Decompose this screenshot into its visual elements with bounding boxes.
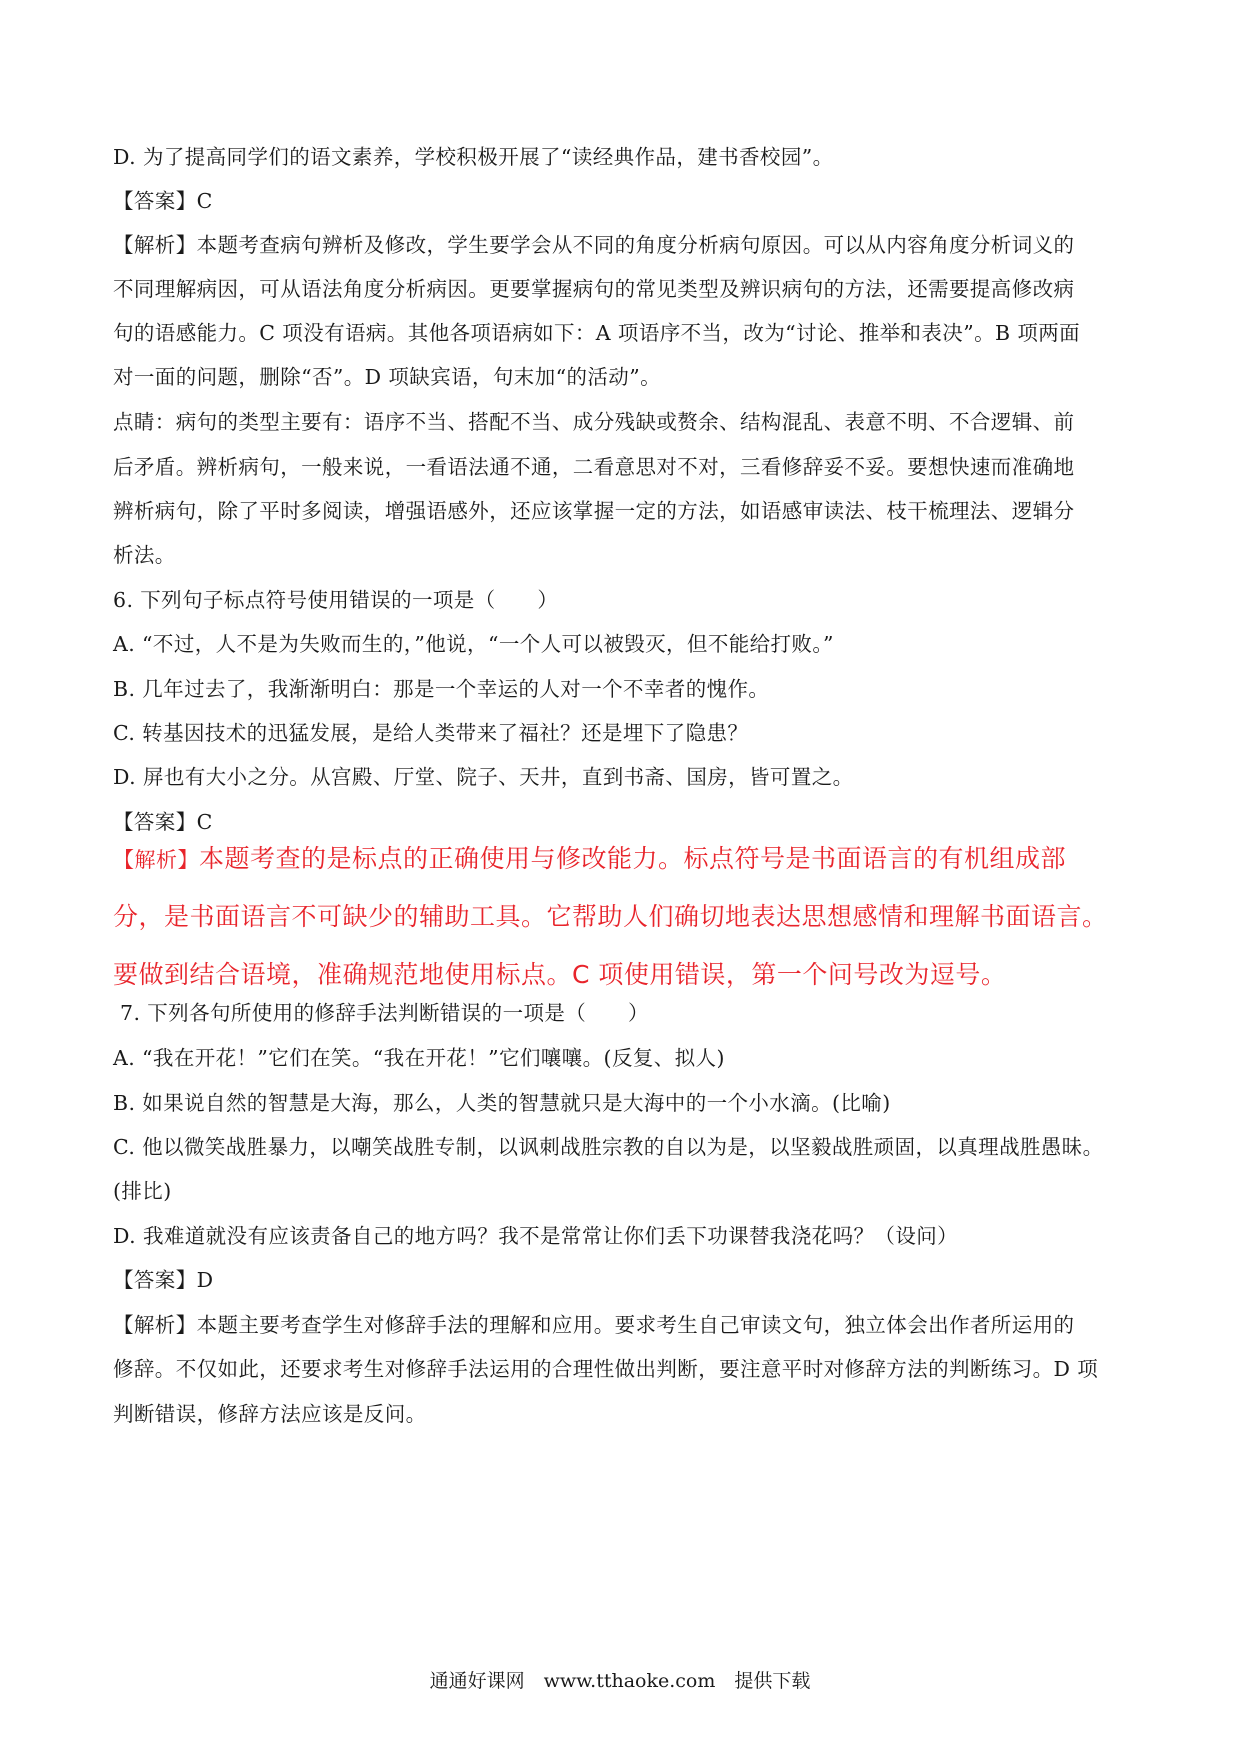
q5-tips-line-1: 点睛：病句的类型主要有：语序不当、搭配不当、成分残缺或赘余、结构混乱、表意不明、不合逻辑、前: [113, 410, 1075, 434]
q6-question: 6. 下列句子标点符号使用错误的一项是（ ）: [113, 588, 559, 612]
q5-analysis-line-3: 句的语感能力。C 项没有语病。其他各项语病如下：A 项语序不当，改为“讨论、推举和表决”。B 项两面: [113, 321, 1081, 345]
q7-analysis-line-3: 判断错误，修辞方法应该是反问。: [113, 1402, 427, 1426]
q6-analysis-line-2: 分，是书面语言不可缺少的辅助工具。它帮助人们确切地表达思想感情和理解书面语言。: [113, 902, 1108, 931]
q6-option-c: C. 转基因技术的迅猛发展，是给人类带来了福社？还是埋下了隐患？: [113, 721, 749, 745]
q7-option-c: C. 他以微笑战胜暴力，以嘲笑战胜专制，以讽刺战胜宗教的自以为是，以坚毅战胜顽固，以真理战胜愚昧。: [113, 1135, 1104, 1159]
q6-option-a: A. “不过，人不是为失败而生的，”他说，“一个人可以被毁灭，但不能给打败。”: [113, 632, 834, 656]
q5-option-d: D. 为了提高同学们的语文素养，学校积极开展了“读经典作品，建书香校园”。: [113, 145, 834, 169]
q5-tips-line-3: 辨析病句，除了平时多阅读，增强语感外，还应该掌握一定的方法，如语感审读法、枝干梳理法、逻辑分: [113, 499, 1075, 523]
q7-option-d: D. 我难道就没有应该责备自己的地方吗？我不是常常让你们丢下功课替我浇花吗？（设问）: [113, 1224, 959, 1248]
q5-tips-line-2: 后矛盾。辨析病句，一般来说，一看语法通不通，二看意思对不对，三看修辞妥不妥。要想快速而准确地: [113, 455, 1075, 479]
q6-analysis-line-1: [113, 842, 1066, 877]
q5-analysis-line-2: 不同理解病因，可从语法角度分析病因。更要掌握病句的常见类型及辨识病句的方法，还需要提高修改病: [113, 277, 1075, 301]
q7-question: 7. 下列各句所使用的修辞手法判断错误的一项是（ ）: [120, 1001, 649, 1025]
q7-option-b: B. 如果说自然的智慧是大海，那么，人类的智慧就只是大海中的一个小水滴。(比喻): [113, 1091, 891, 1115]
q6-analysis-line-3: 要做到结合语境，准确规范地使用标点。C 项使用错误，第一个问号改为逗号。: [113, 960, 1007, 989]
q7-option-c-cont: (排比): [113, 1179, 172, 1203]
q6-analysis-tag: 【解析】: [113, 848, 199, 872]
q5-answer: 【答案】C: [113, 189, 213, 213]
q6-option-b: B. 几年过去了，我渐渐明白：那是一个幸运的人对一个不幸者的愧作。: [113, 677, 770, 701]
q5-analysis-line-1: 【解析】本题考查病句辨析及修改，学生要学会从不同的角度分析病句原因。可以从内容角度分析词义的: [113, 233, 1075, 257]
q7-analysis-line-2: 修辞。不仅如此，还要求考生对修辞手法运用的合理性做出判断，要注意平时对修辞方法的判断练习。D 项: [113, 1357, 1099, 1381]
q6-analysis-text-1: 本题考查的是标点的正确使用与修改能力。标点符号是书面语言的有机组成部: [199, 844, 1067, 873]
q6-answer: 【答案】C: [113, 810, 213, 834]
q5-tips-line-4: 析法。: [113, 543, 176, 567]
q7-option-a: A. “我在开花！”它们在笑。“我在开花！”它们嚷嚷。(反复、拟人): [113, 1046, 725, 1070]
q6-option-d: D. 屏也有大小之分。从宫殿、厅堂、院子、天井，直到书斋、国房，皆可置之。: [113, 765, 854, 789]
q7-answer: 【答案】D: [113, 1268, 214, 1292]
q5-analysis-line-4: 对一面的问题，删除“否”。D 项缺宾语，句末加“的活动”。: [113, 365, 661, 389]
page-footer: 通通好课网 www.tthaoke.com 提供下载: [429, 1670, 811, 1692]
q7-analysis-line-1: 【解析】本题主要考查学生对修辞手法的理解和应用。要求考生自己审读文句，独立体会出作者所运用的: [113, 1313, 1075, 1337]
